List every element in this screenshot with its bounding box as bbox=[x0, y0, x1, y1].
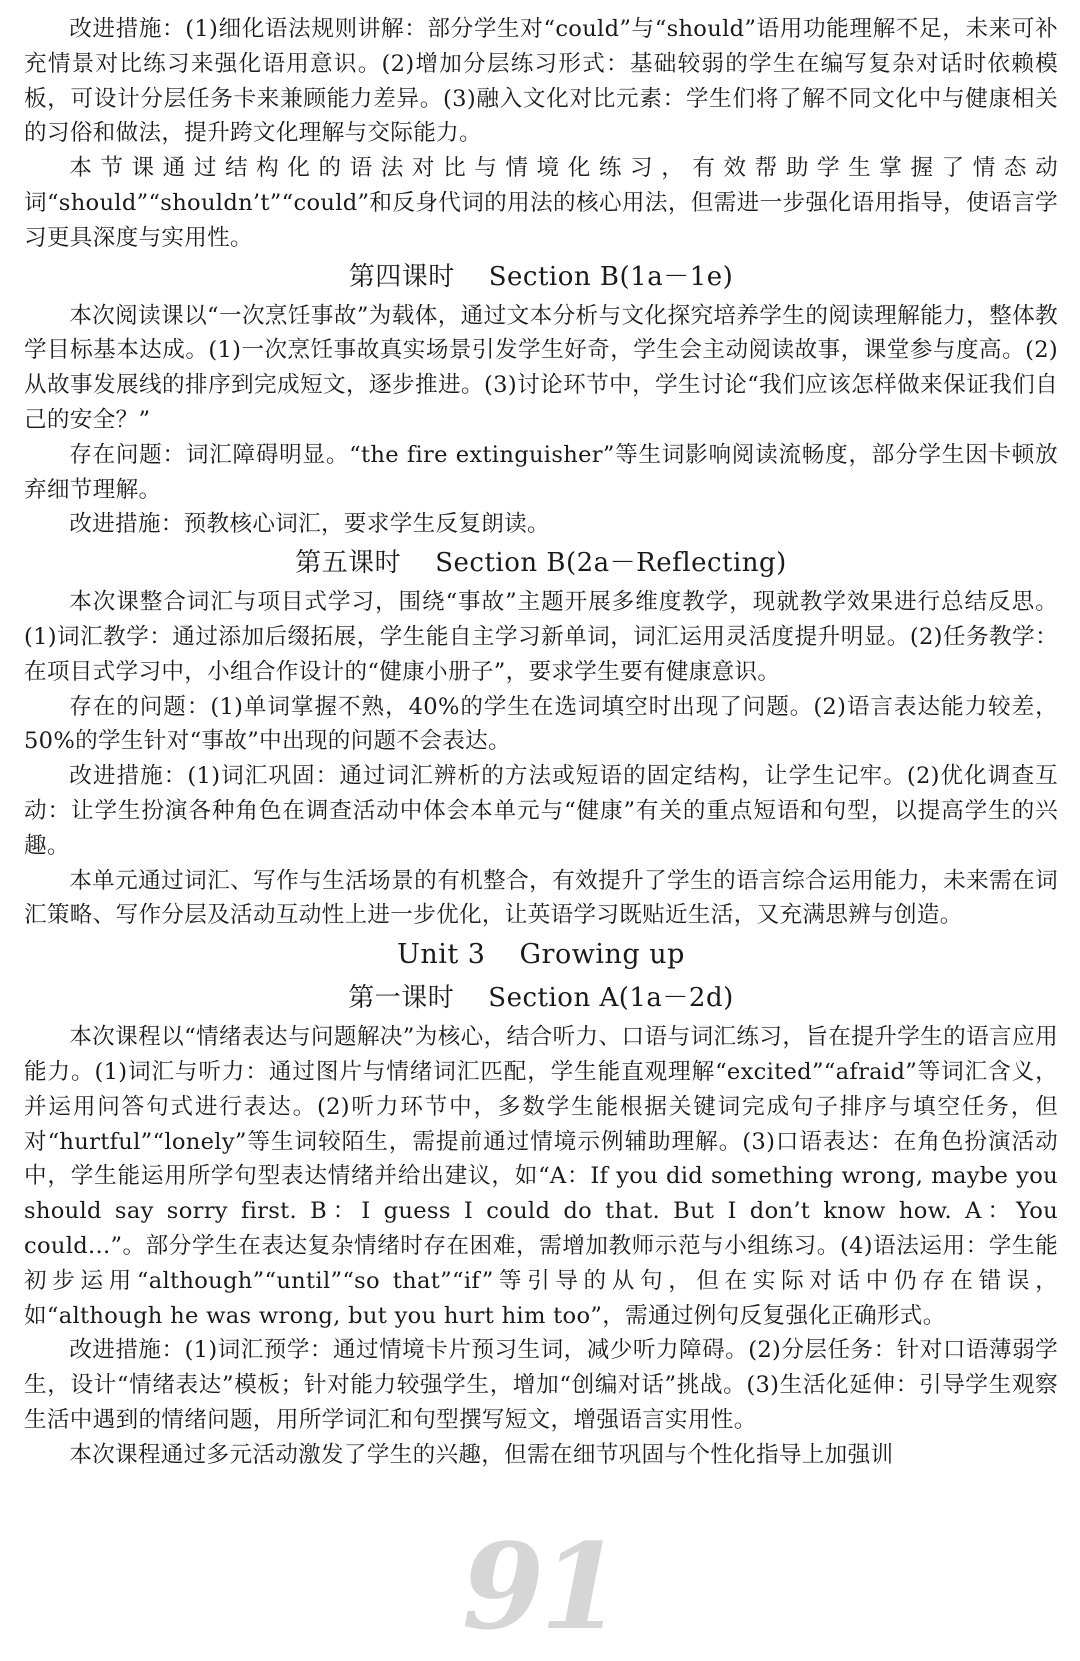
paragraph: 存在的问题：(1)单词掌握不熟，40%的学生在选词填空时出现了问题。(2)语言表达能力较差，50%的学生针对“事故”中出现的问题不会表达。 bbox=[24, 693, 1058, 755]
unit3-heading bbox=[24, 933, 1058, 977]
paragraph: 本次阅读课以“一次烹饪事故”为载体，通过文本分析与文化探究培养学生的阅读理解能力，整体教学目标基本达成。(1)一次烹饪事故真实场景引发学生好奇，学生会主动阅读故事，课堂参与度高。(2)从故事发展线的排序到完成短文，逐步推进。(3)讨论环节中，学生讨论“我们应该怎样做来保证我们自己的安全？” bbox=[24, 302, 1058, 433]
lesson1-title-cn: 第一课时 bbox=[348, 983, 455, 1014]
lesson5-heading bbox=[24, 542, 1058, 585]
lesson4-title-en: Section B(1a－1e) bbox=[488, 261, 734, 292]
lesson4-title-cn: 第四课时 bbox=[348, 261, 455, 292]
lesson4-heading bbox=[24, 256, 1058, 299]
paragraph: 改进措施：(1)词汇预学：通过情境卡片预习生词，减少听力障碍。(2)分层任务：针对口语薄弱学生，设计“情绪表达”模板；针对能力较强学生，增加“创编对话”挑战。(3)生活化延伸：引导学生观察生活中遇到的情绪问题，用所学词汇和句型撰写短文，增强语言实用性。 bbox=[24, 1337, 1058, 1433]
paragraph: 本节课通过结构化的语法对比与情境化练习，有效帮助学生掌握了情态动词“should”“shouldn’t”“could”和反身代词的用法的核心用法，但需进一步强化语用指导，使语言学习更具深度与实用性。 bbox=[24, 155, 1058, 251]
unit3-title-name: Growing up bbox=[519, 939, 685, 971]
paragraph: 存在问题：词汇障碍明显。“the fire extinguisher”等生词影响阅读流畅度，部分学生因卡顿放弃细节理解。 bbox=[24, 441, 1058, 503]
paragraph: 改进措施：(1)细化语法规则讲解：部分学生对“could”与“should”语用功能理解不足，未来可补充情景对比练习来强化语用意识。(2)增加分层练习形式：基础较弱的学生在编写复杂对话时依赖模板，可设计分层任务卡来兼顾能力差异。(3)融入文化对比元素：学生们将了解不同文化中与健康相关的习俗和做法，提升跨文化理解与交际能力。 bbox=[24, 16, 1058, 147]
paragraph: 本次课程以“情绪表达与问题解决”为核心，结合听力、口语与词汇练习，旨在提升学生的语言应用能力。(1)词汇与听力：通过图片与情绪词汇匹配，学生能直观理解“excited”“afraid”等词汇含义，并运用问答句式进行表达。(2)听力环节中，多数学生能根据关键词完成句子排序与填空任务，但对“hurtful”“lonely”等生词较陌生，需提前通过情境示例辅助理解。(3)口语表达：在角色扮演活动中，学生能运用所学句型表达情绪并给出建议，如“A：If you did something wrong, maybe you should say sorry first. B：I guess I could do that. But I don’t know how. A：You could...”。部分学生在表达复杂情绪时存在困难，需增加教师示范与小组练习。(4)语法运用：学生能初步运用“although”“until”“so that”“if”等引导的从句，但在实际对话中仍存在错误，如“although he was wrong, but you hurt him too”，需通过例句反复强化正确形式。 bbox=[24, 1024, 1058, 1329]
document-page bbox=[24, 12, 1058, 1472]
unit3-title-unit: Unit 3 bbox=[397, 939, 486, 971]
page-number: 91 bbox=[462, 1517, 619, 1656]
lesson1-title-en: Section A(1a－2d) bbox=[488, 983, 734, 1014]
lesson5-title-en: Section B(2a－Reflecting) bbox=[435, 548, 787, 579]
paragraph: 本单元通过词汇、写作与生活场景的有机整合，有效提升了学生的语言综合运用能力，未来需在词汇策略、写作分层及活动互动性上进一步优化，让英语学习既贴近生活，又充满思辨与创造。 bbox=[24, 867, 1058, 929]
lesson5-title-cn: 第五课时 bbox=[295, 548, 402, 579]
paragraph: 改进措施：(1)词汇巩固：通过词汇辨析的方法或短语的固定结构，让学生记牢。(2)优化调查互动：让学生扮演各种角色在调查活动中体会本单元与“健康”有关的重点短语和句型，以提高学生的兴趣。 bbox=[24, 763, 1058, 859]
paragraph: 本次课整合词汇与项目式学习，围绕“事故”主题开展多维度教学，现就教学效果进行总结反思。(1)词汇教学：通过添加后缀拓展，学生能自主学习新单词，词汇运用灵活度提升明显。(2)任务教学：在项目式学习中，小组合作设计的“健康小册子”，要求学生要有健康意识。 bbox=[24, 589, 1058, 685]
paragraph: 本次课程通过多元活动激发了学生的兴趣，但需在细节巩固与个性化指导上加强训 bbox=[69, 1441, 894, 1468]
lesson1-heading bbox=[24, 977, 1058, 1020]
paragraph: 改进措施：预教核心词汇，要求学生反复朗读。 bbox=[69, 511, 550, 538]
